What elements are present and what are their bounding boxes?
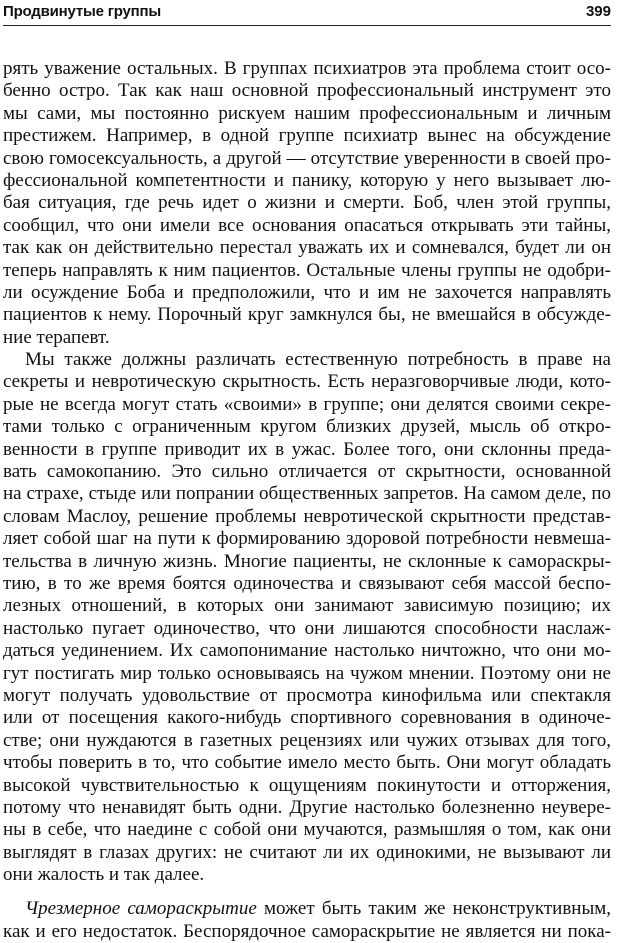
- text-line: даться уединением. Их самопонимание настолько ничтожно, что они мо-: [3, 640, 611, 662]
- text-line: тельства в личную жизнь. Многие пациенты, не склонные к самораскры-: [3, 550, 611, 572]
- text-line: бенно остро. Так как наш основной профессиональный инструмент это: [3, 80, 611, 102]
- running-title: Продвинутые группы: [3, 3, 162, 20]
- text-line: [3, 898, 611, 920]
- text-line: настолько пугает одиночество, что они лишаются способности наслаж-: [3, 617, 611, 639]
- text-line: теперь направлять к ним пациентов. Остальные члены группы не одобри-: [3, 259, 611, 281]
- text-line: чтобы поверить в то, что событие имело место быть. Они могут обладать: [3, 752, 611, 774]
- text-line: рые не всегда могут стать «своими» в группе; они делятся своими секре-: [3, 393, 611, 415]
- italic-term: Чрезмерное самораскрытие: [25, 898, 257, 920]
- text-line: лезных отношений, в которых они занимают зависимую позицию; их: [3, 595, 611, 617]
- running-head: [3, 1, 611, 26]
- body-text: [3, 58, 611, 943]
- text-line: бая ситуация, где речь идет о жизни и смерти. Боб, член этой группы,: [3, 192, 611, 214]
- paragraph-gap: [3, 886, 611, 898]
- page-number: 399: [585, 3, 611, 20]
- text-line: высокой чувствительностью к ощущениям покинутости и отторжения,: [3, 774, 611, 796]
- text-line: вать самокопанию. Это сильно отличается от скрытности, основанной: [3, 461, 611, 483]
- text-line-rest: может быть таким же неконструктивным,: [256, 898, 611, 920]
- text-line: тами только с ограниченным кругом близких друзей, мысль об откро-: [3, 416, 611, 438]
- text-line: ны в себе, что наедине с собой они мучаются, размышляя о том, как они: [3, 819, 611, 841]
- paragraph: [3, 349, 611, 886]
- text-line: так как он действительно перестал уважать их и сомневался, будет ли он: [3, 237, 611, 259]
- paragraph: [3, 58, 611, 349]
- text-line: или от посещения какого-нибудь спортивного соревнования в одиноче-: [3, 707, 611, 729]
- text-line: тию, в то же время боятся одиночества и связывают себя массой беспо-: [3, 572, 611, 594]
- text-line: свою гомосексуальность, а другой — отсутствие уверенности в своей про-: [3, 147, 611, 169]
- text-line: они жалость и так далее.: [3, 864, 205, 886]
- text-line: фессиональной компетентности и панику, которую у него вызывает лю-: [3, 169, 611, 191]
- text-line: стве; они нуждаются в газетных рецензиях или чужих отзывах для того,: [3, 729, 611, 751]
- text-line: гут постигать мир только основываясь на чужом мнении. Поэтому они не: [3, 662, 611, 684]
- text-line: венности в группе приводит их в ужас. Более того, они склонны преда-: [3, 438, 611, 460]
- text-line: могут получать удовольствие от просмотра кинофильма или спектакля: [3, 684, 611, 706]
- text-line: рять уважение остальных. В группах психиатров эта проблема стоит осо-: [3, 58, 611, 79]
- text-line: сообщил, что они имели все основания опасаться открывать эти тайны,: [3, 214, 611, 236]
- paragraph: [3, 898, 611, 943]
- text-line: ли осуждение Боба и предположили, что и им не захочется направлять: [3, 281, 611, 303]
- text-line: пациентов к нему. Порочный круг замкнулся бы, не вмешайся в обсужде-: [3, 304, 611, 326]
- text-line: на страхе, стыде или попрании общественных запретов. На самом деле, по: [3, 483, 611, 505]
- text-line: как и его недостаток. Беспорядочное самораскрытие не является ни пока-: [3, 920, 611, 942]
- text-line: выглядят в глазах других: не считают ли их одинокими, не вызывают ли: [3, 841, 611, 863]
- text-line: словам Маслоу, решение проблемы невротической скрытности представ-: [3, 505, 611, 527]
- text-line: ляет собой шаг на пути к формированию здоровой потребности невмеша-: [3, 528, 611, 550]
- text-line: мы сами, мы постоянно рискуем нашим профессиональным и личным: [3, 102, 611, 124]
- text-line: Мы также должны различать естественную потребность в праве на: [25, 349, 611, 371]
- text-line: престижем. Например, в одной группе психиатр вынес на обсуждение: [3, 125, 611, 147]
- text-line: секреты и невротическую скрытность. Есть неразговорчивые люди, кото-: [3, 371, 611, 393]
- text-line: потому что ненавидят быть одни. Другие настолько болезненно неувере-: [3, 796, 611, 818]
- text-line: ние терапевт.: [3, 326, 110, 348]
